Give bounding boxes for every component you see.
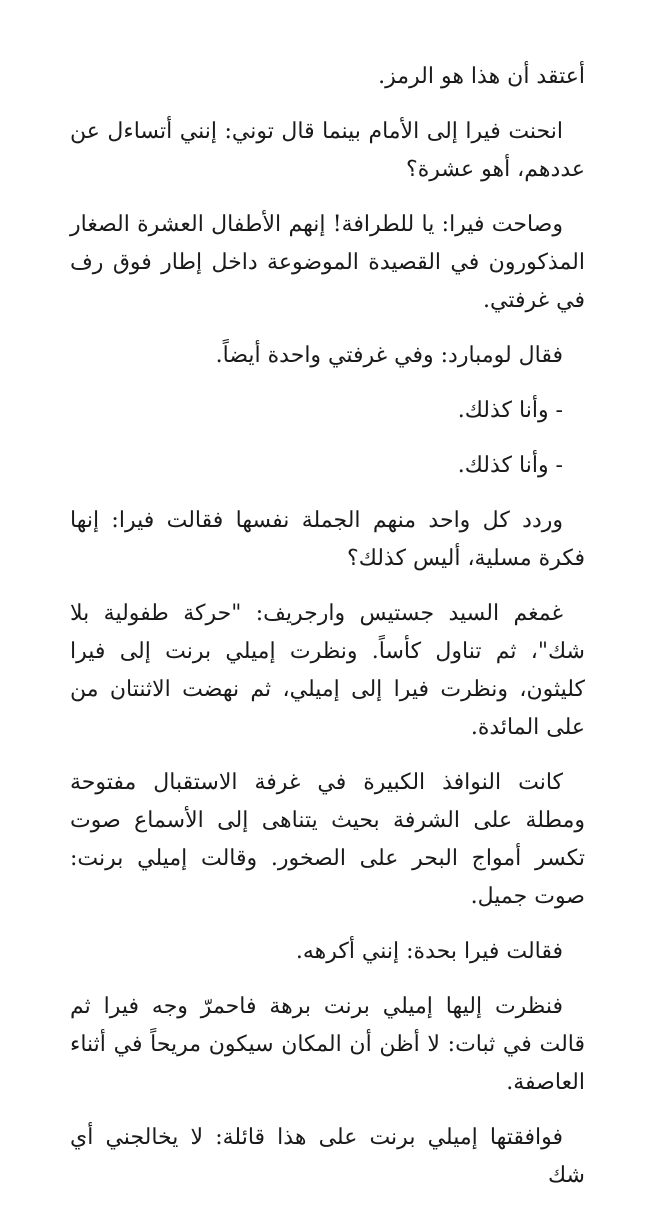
paragraph-9: كانت النوافذ الكبيرة في غرفة الاستقبال مفتوحة ومطلة على الشرفة بحيث يتناهى إلى الأسماع صوت تكسر أمواج البحر على الصخور. وقالت إميلي برنت: صوت جميل. <box>70 770 585 909</box>
paragraph-3: وصاحت فيرا: يا للطرافة! إنهم الأطفال العشرة الصغار المذكورون في القصيدة الموضوعة داخل إطار فوق رف في غرفتي. <box>70 212 585 313</box>
paragraph-1: أعتقد أن هذا هو الرمز. <box>378 64 585 89</box>
paragraph-11: فنظرت إليها إميلي برنت برهة فاحمرّ وجه فيرا ثم قالت في ثبات: لا أظن أن المكان سيكون مريحاً في أثناء العاصفة. <box>70 994 585 1095</box>
paragraph-6: - وأنا كذلك. <box>457 453 563 478</box>
paragraph-8: غمغم السيد جستيس وارجريف: "حركة طفولية بلا شك"، ثم تناول كأساً. ونظرت إميلي برنت إلى فيرا كليثون، ونظرت فيرا إلى إميلي، ثم نهضت الاثنتان من على المائدة. <box>70 601 585 740</box>
book-page <box>70 58 585 1212</box>
paragraph-12: فوافقتها إميلي برنت على هذا قائلة: لا يخالجني أي شك <box>70 1125 585 1188</box>
paragraph-5: - وأنا كذلك. <box>457 398 563 423</box>
paragraph-2: انحنت فيرا إلى الأمام بينما قال توني: إنني أتساءل عن عددهم، أهو عشرة؟ <box>70 119 585 182</box>
paragraph-4: فقال لومبارد: وفي غرفتي واحدة أيضاً. <box>215 343 563 368</box>
paragraph-10: فقالت فيرا بحدة: إنني أكرهه. <box>295 939 563 964</box>
paragraph-7: وردد كل واحد منهم الجملة نفسها فقالت فيرا: إنها فكرة مسلية، أليس كذلك؟ <box>70 508 585 571</box>
